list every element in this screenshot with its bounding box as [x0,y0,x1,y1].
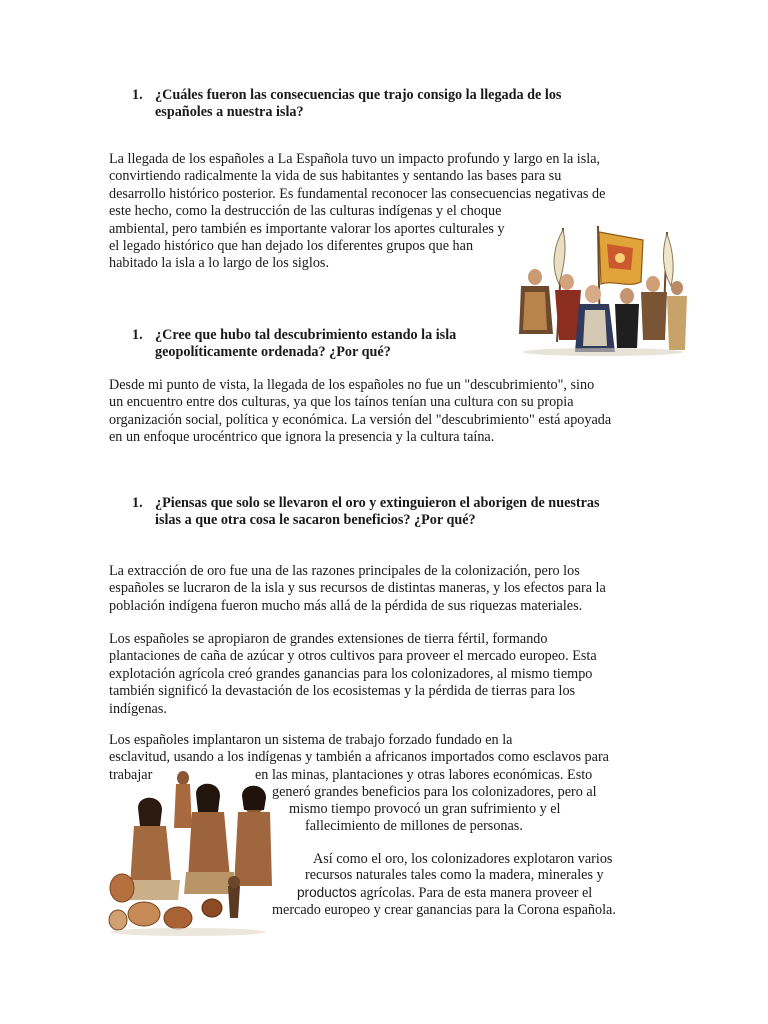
paragraph-5-line: esclavitud, usando a los indígenas y también a africanos importados como esclavos para [109,749,609,766]
question-3-line-2: islas a que otra cosa le sacaron beneficios? ¿Por qué? [155,512,476,528]
paragraph-2-line: un encuentro entre dos culturas, ya que los taínos tenían una cultura con su propia [109,394,574,411]
paragraph-3 [109,563,606,615]
paragraph-1-line: este hecho, como la destrucción de las culturas indígenas y el choque [109,203,502,220]
paragraph-2-line: Desde mi punto de vista, la llegada de los españoles no fue un "descubrimiento", sino [109,377,595,393]
paragraph-1-line: La llegada de los españoles a La Española tuvo un impacto profundo y largo en la isla, [109,151,601,167]
paragraph-5-wrap-2: mismo tiempo provocó un gran sufrimiento y el [289,801,561,817]
paragraph-4 [109,631,597,718]
paragraph-2-line: en un enfoque urocéntrico que ignora la presencia y la cultura taína. [109,429,495,446]
paragraph-1-line: ambiental, pero también es importante valorar los aportes culturales y [109,220,505,237]
paragraph-6-line-4: mercado europeo y crear ganancias para la Corona española. [272,902,616,918]
paragraph-6-line-3-rest: agrícolas. Para de esta manera proveer el [356,885,593,901]
paragraph-3-line: españoles se lucraron de la isla y sus recursos de distintas maneras, y los efectos para la [109,580,606,597]
paragraph-5 [109,732,609,767]
paragraph-4-line: plantaciones de caña de azúcar y otros cultivos para proveer el mercado europeo. Esta [109,648,597,665]
paragraph-6-line-2: recursos naturales tales como la madera, minerales y [305,867,604,883]
paragraph-4-line: indígenas. [109,700,167,717]
paragraph-4-line: Los españoles se apropiaron de grandes extensiones de tierra fértil, formando [109,631,548,647]
paragraph-4-line: explotación agrícola creó grandes ganancias para los colonizadores, al mismo tiempo [109,665,593,682]
paragraph-1-line: habitado la isla a lo largo de los siglos. [109,255,330,272]
paragraph-5-line: Los españoles implantaron un sistema de trabajo forzado fundado en la [109,732,513,748]
paragraph-1-line: el legado histórico que han dejado los diferentes grupos que han [109,238,474,255]
paragraph-4-line: también significó la devastación de los ecosistemas y la pérdida de tierras para los [109,683,576,700]
paragraph-1-line: convirtiendo radicalmente la vida de sus habitantes y sentando las bases para su [109,168,562,185]
paragraph-5-wrap-1: generó grandes beneficios para los colonizadores, pero al [272,784,597,800]
paragraph-3-line: población indígena fueron mucho más allá de la pérdida de sus riquezas materiales. [109,597,583,614]
paragraph-5-line-3-right: en las minas, plantaciones y otras labores económicas. Esto [255,767,593,783]
question-1-line-2: españoles a nuestra isla? [155,104,304,120]
paragraph-6-line-1: Así como el oro, los colonizadores explotaron varios [313,851,613,867]
paragraph-5-line-3-left: trabajar [109,767,153,783]
question-2-line-1: ¿Cree que hubo tal descubrimiento estando la isla [155,327,457,343]
paragraph-6-word-productos: productos [297,885,357,900]
paragraph-5-wrap-3: fallecimiento de millones de personas. [305,818,523,834]
paragraph-2 [109,377,611,447]
question-1-line-1: ¿Cuáles fueron las consecuencias que trajo consigo la llegada de los [155,87,562,103]
question-3-number: 1. [132,495,143,511]
paragraph-1-line: desarrollo histórico posterior. Es fundamental reconocer las consecuencias negativas de [109,185,606,202]
conquistadors-illustration [515,222,690,357]
paragraph-6-line-3 [297,884,592,902]
paragraph-2-line: organización social, política y económica. La versión del "descubrimiento" está apoyada [109,411,612,428]
question-1-number: 1. [132,87,143,103]
taino-pottery-illustration [108,768,273,938]
question-3-line-1: ¿Piensas que solo se llevaron el oro y extinguieron el aborigen de nuestras [155,495,600,511]
paragraph-3-line: La extracción de oro fue una de las razones principales de la colonización, pero los [109,563,580,579]
question-2-number: 1. [132,327,143,343]
question-2-line-2: geopolíticamente ordenada? ¿Por qué? [155,344,391,360]
